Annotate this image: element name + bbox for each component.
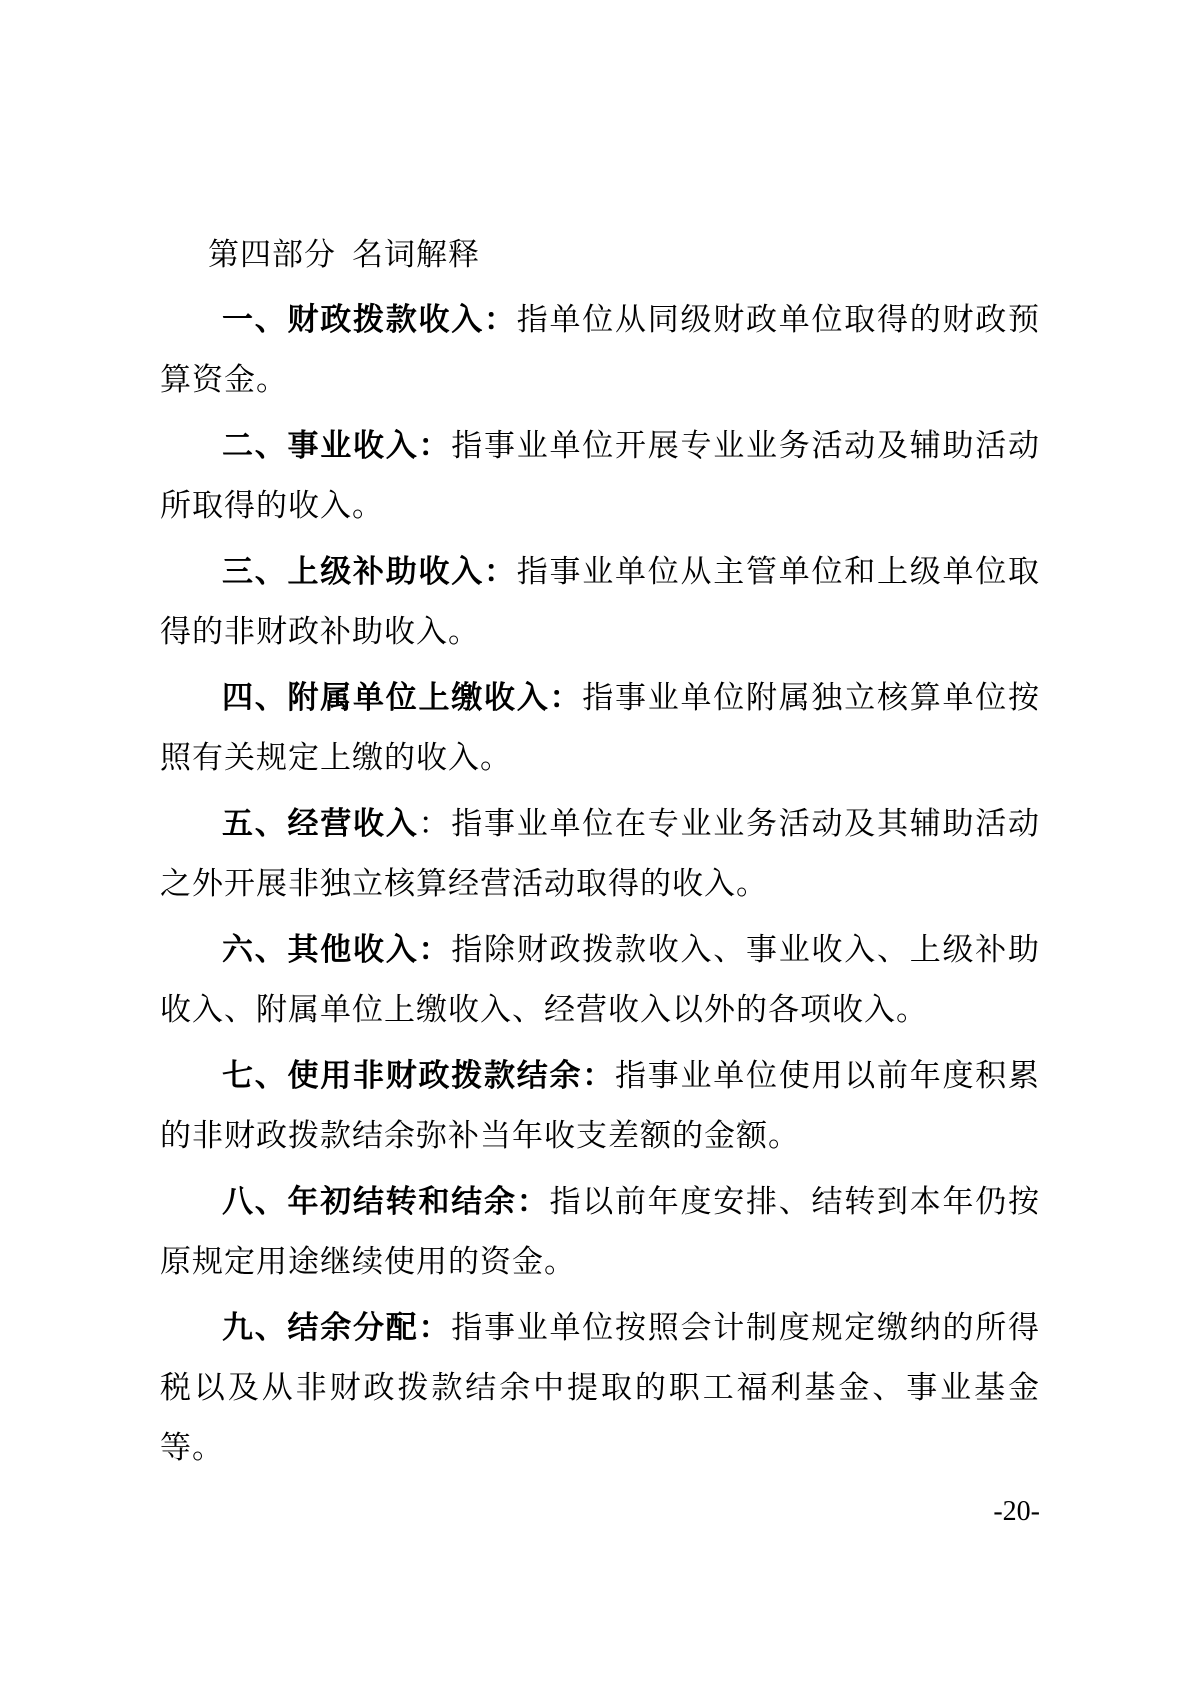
glossary-list — [160, 290, 1040, 1484]
entry-definition: 指除财政拨款收入、事业收入、上级补助收入、附属单位上缴收入、经营收入以外的各项收入。 — [160, 932, 1040, 1028]
entry-definition: 指事业单位按照会计制度规定缴纳的所得税以及从非财政拨款结余中提取的职工福利基金、事业基金等。 — [160, 1310, 1040, 1466]
part-label: 第四部分 — [208, 237, 336, 273]
entry-definition: 指事业单位附属独立核算单位按照有关规定上缴的收入。 — [160, 680, 1040, 776]
entry-definition: 指事业单位使用以前年度积累的非财政拨款结余弥补当年收支差额的金额。 — [160, 1058, 1040, 1154]
glossary-entry-5 — [160, 794, 1040, 914]
entry-number: 一、 — [222, 302, 288, 338]
entry-definition: 指单位从同级财政单位取得的财政预算资金。 — [160, 302, 1040, 398]
entry-definition: ：指事业单位在专业业务活动及其辅助活动之外开展非独立核算经营活动取得的收入。 — [160, 806, 1040, 902]
glossary-entry-6 — [160, 920, 1040, 1040]
glossary-entry-2 — [160, 416, 1040, 536]
entry-term: 经营收入 — [287, 806, 419, 842]
page-title — [208, 232, 480, 278]
entry-term: 附属单位上缴收入： — [287, 680, 583, 716]
entry-term: 结余分配： — [287, 1310, 452, 1346]
entry-number: 八、 — [222, 1184, 288, 1220]
entry-number: 九、 — [222, 1310, 288, 1346]
glossary-entry-8 — [160, 1172, 1040, 1292]
entry-definition: 指以前年度安排、结转到本年仍按原规定用途继续使用的资金。 — [160, 1184, 1040, 1280]
glossary-entry-7 — [160, 1046, 1040, 1166]
entry-number: 四、 — [222, 680, 288, 716]
entry-number: 二、 — [222, 428, 288, 464]
glossary-entry-3 — [160, 542, 1040, 662]
entry-term: 上级补助收入： — [287, 554, 517, 590]
glossary-entry-9 — [160, 1298, 1040, 1478]
entry-term: 年初结转和结余： — [287, 1184, 550, 1220]
entry-number: 七、 — [222, 1058, 288, 1094]
entry-number: 六、 — [222, 932, 288, 968]
entry-definition: 指事业单位从主管单位和上级单位取得的非财政补助收入。 — [160, 554, 1040, 650]
glossary-entry-4 — [160, 668, 1040, 788]
entry-number: 五、 — [222, 806, 288, 842]
entry-definition: 指事业单位开展专业业务活动及辅助活动所取得的收入。 — [160, 428, 1040, 524]
entry-term: 其他收入： — [287, 932, 452, 968]
entry-term: 使用非财政拨款结余： — [287, 1058, 615, 1094]
entry-term: 财政拨款收入： — [287, 302, 517, 338]
glossary-entry-1 — [160, 290, 1040, 410]
entry-term: 事业收入： — [287, 428, 452, 464]
entry-number: 三、 — [222, 554, 288, 590]
section-title: 名词解释 — [352, 237, 480, 273]
page-number: -20- — [993, 1496, 1040, 1527]
